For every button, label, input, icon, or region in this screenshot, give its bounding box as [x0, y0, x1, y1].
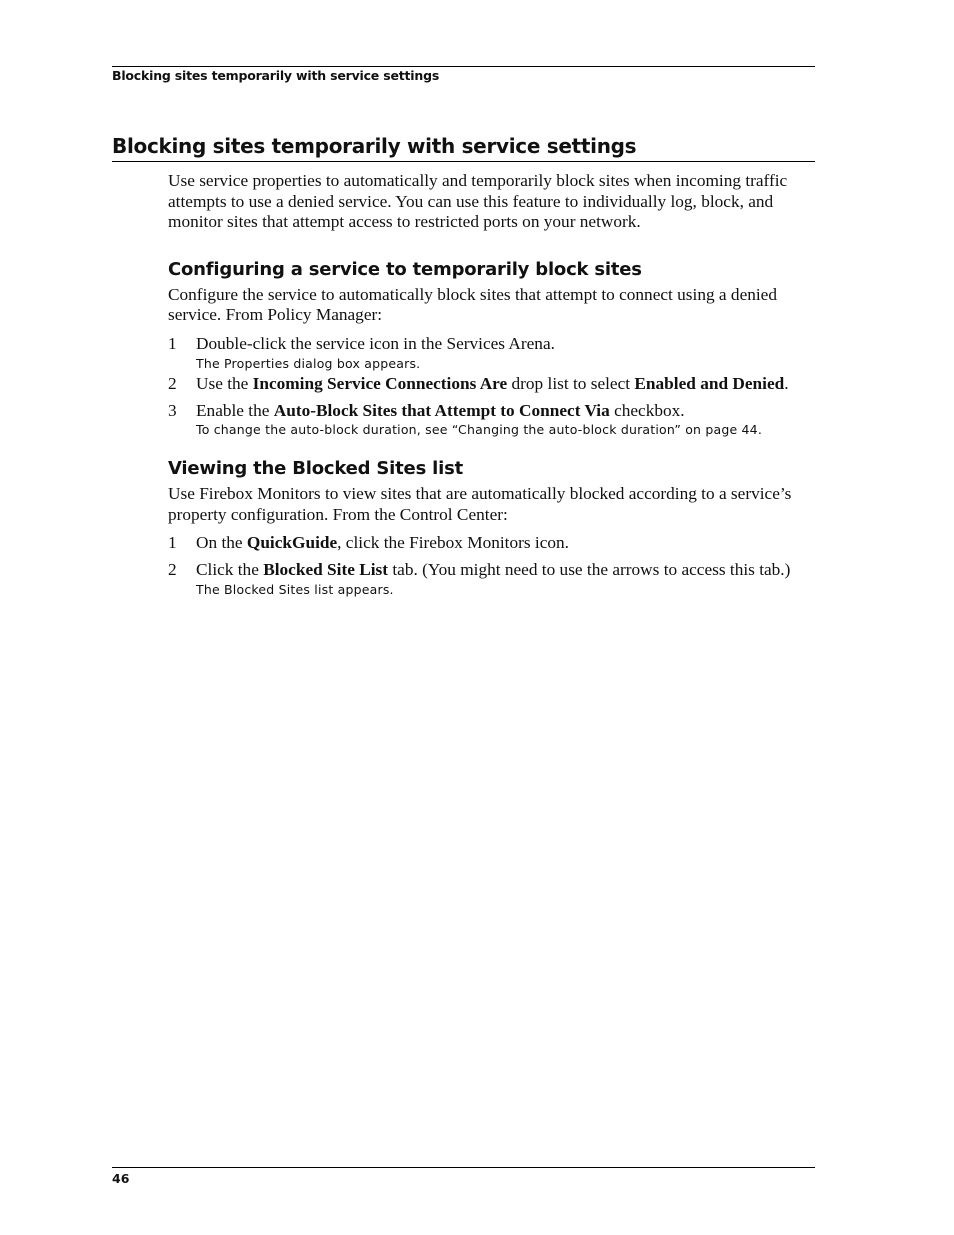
step-bold-incoming-service-connections: Incoming Service Connections Are	[252, 374, 508, 393]
page-number: 46	[112, 1171, 130, 1186]
step-text-pre: On the	[196, 533, 247, 552]
step-bold-quickguide: QuickGuide	[246, 533, 338, 552]
step-item	[168, 533, 808, 554]
step-note: To change the auto-block duration, see “Changing the auto-block duration” on page 44.	[196, 422, 763, 437]
step-text-post: .	[784, 374, 789, 393]
step-bold-enabled-denied: Enabled and Denied	[634, 374, 785, 393]
step-note: The Properties dialog box appears.	[196, 356, 421, 371]
step-number: 1	[168, 533, 177, 552]
main-content	[168, 171, 808, 598]
step-item	[168, 334, 808, 373]
running-head-text: Blocking sites temporarily with service settings	[112, 68, 440, 83]
step-text-pre: Enable the	[196, 400, 274, 420]
section-intro-configure: Configure the service to automatically block sites that attempt to connect using a denied service. From Policy Manager:	[168, 284, 777, 324]
step-number: 2	[168, 559, 177, 579]
step-text-mid: drop list to select	[507, 374, 635, 393]
page-title: Blocking sites temporarily with service settings	[112, 134, 815, 162]
step-bold-auto-block: Auto-Block Sites that Attempt to Connect Via	[273, 400, 610, 420]
step-text-post: tab. (You might need to use the arrows to access this tab.)	[388, 559, 791, 579]
section-heading-blocked-sites: Viewing the Blocked Sites list	[168, 458, 464, 479]
step-text-post: , click the Firebox Monitors icon.	[337, 533, 569, 552]
section-heading-configure: Configuring a service to temporarily block sites	[168, 258, 642, 280]
step-text: Double-click the service icon in the Services Arena.	[196, 333, 555, 353]
step-note: The Blocked Sites list appears.	[196, 582, 394, 597]
step-item	[168, 401, 808, 439]
step-number: 1	[168, 333, 177, 353]
step-number: 3	[168, 400, 177, 420]
step-bold-blocked-site-list: Blocked Site List	[263, 559, 389, 579]
step-text-pre: Use the	[196, 374, 253, 393]
step-text-post: checkbox.	[609, 400, 685, 420]
section-intro-blocked-sites: Use Firebox Monitors to view sites that are automatically blocked according to a service’s property configuration. From the Control Center:	[168, 484, 792, 524]
running-head	[112, 66, 815, 83]
step-item	[168, 374, 808, 395]
blocked-sites-steps	[168, 533, 808, 598]
step-text-pre: Click the	[196, 559, 264, 579]
step-item	[168, 560, 808, 599]
page-footer	[112, 1167, 815, 1186]
intro-paragraph: Use service properties to automatically and temporarily block sites when incoming traffic attempts to use a denied service. You can use this feature to individually log, block, and monitor sites that attempt access to restricted ports on your network.	[168, 171, 788, 231]
step-number: 2	[168, 374, 177, 393]
configure-steps	[168, 334, 808, 439]
